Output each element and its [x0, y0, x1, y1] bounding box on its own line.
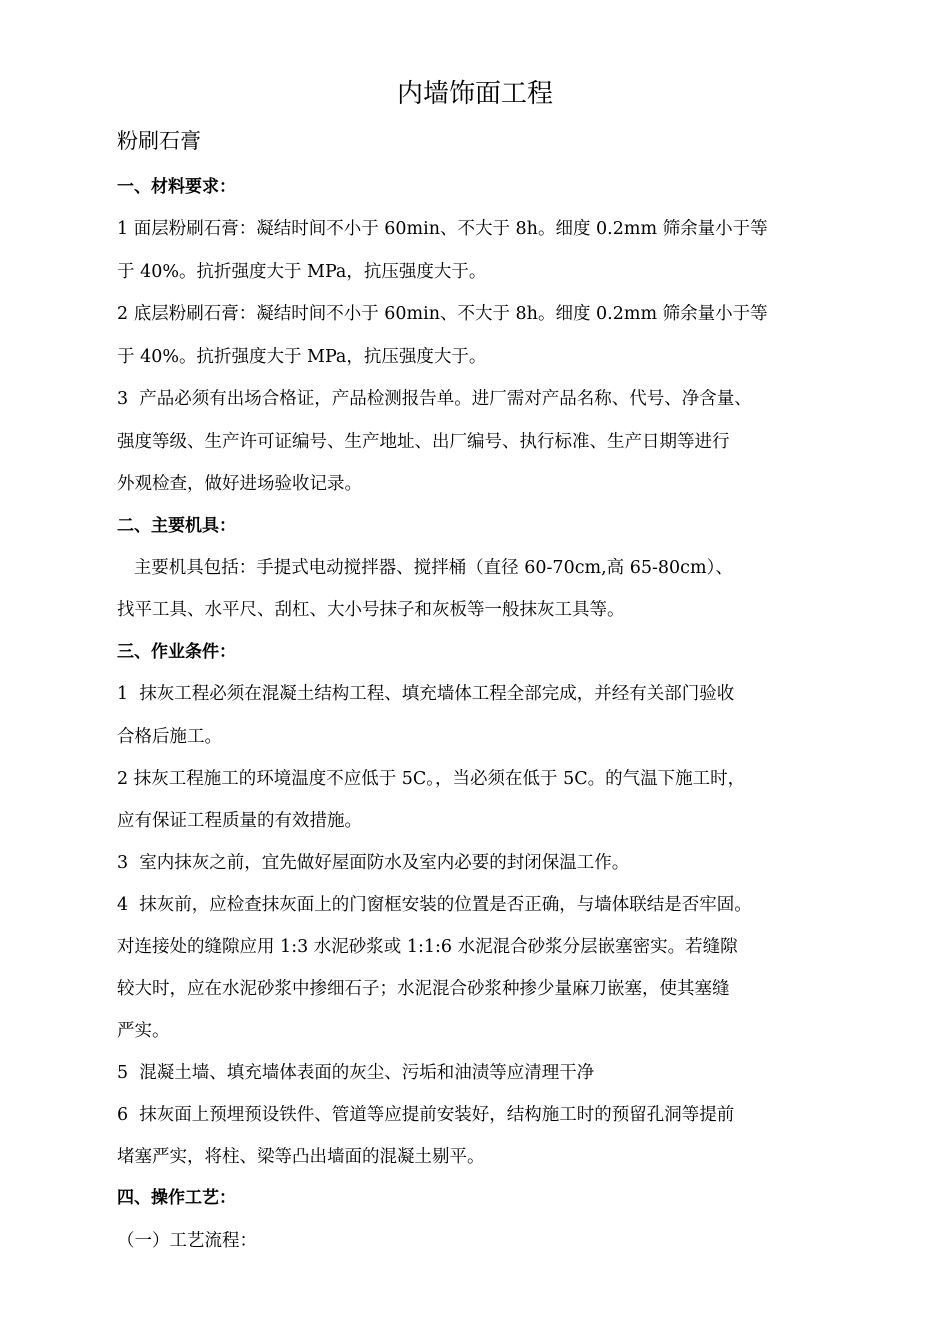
- section-title: 粉刷石膏: [117, 129, 201, 153]
- text-line: 1 抹灰工程必须在混凝土结构工程、填充墙体工程全部完成，并经有关部门验收: [117, 684, 735, 704]
- heading-tools: 二、主要机具：: [117, 516, 236, 536]
- text-line: 2 底层粉刷石膏：凝结时间不小于 60min、不大于 8h。细度 0.2mm 筛余量小于等: [117, 304, 768, 324]
- text-line: 合格后施工。: [117, 727, 222, 747]
- heading-materials: 一、材料要求：: [117, 177, 236, 197]
- text-line: 强度等级、生产许可证编号、生产地址、出厂编号、执行标准、生产日期等进行: [117, 432, 730, 452]
- text-line: 于 40%。抗折强度大于 MPa，抗压强度大于。: [117, 347, 487, 367]
- text-line: （一）工艺流程：: [117, 1231, 257, 1251]
- text-line: 主要机具包括：手提式电动搅拌器、搅拌桶（直径 60-70cm,高 65-80cm）、: [117, 558, 733, 578]
- text-line: 应有保证工程质量的有效措施。: [117, 811, 362, 831]
- text-line: 3 产品必须有出场合格证，产品检测报告单。进厂需对产品名称、代号、净含量、: [117, 389, 752, 409]
- text-line: 找平工具、水平尺、刮杠、大小号抹子和灰板等一般抹灰工具等。: [117, 600, 625, 620]
- text-line: 2 抹灰工程施工的环境温度不应低于 5C。，当必须在低于 5C。的气温下施工时，: [117, 769, 746, 789]
- text-line: 外观检查，做好进场验收记录。: [117, 474, 362, 494]
- text-line: 较大时，应在水泥砂浆中掺细石子；水泥混合砂浆种掺少量麻刀嵌塞，使其塞缝: [117, 979, 730, 999]
- heading-conditions: 三、作业条件：: [117, 642, 236, 662]
- page-title: 内墙饰面工程: [396, 79, 553, 109]
- text-line: 4 抹灰前，应检查抹灰面上的门窗框安装的位置是否正确，与墙体联结是否牢固。: [117, 895, 752, 915]
- text-line: 1 面层粉刷石膏：凝结时间不小于 60min、不大于 8h。细度 0.2mm 筛余量小于等: [117, 219, 768, 239]
- text-line: 严实。: [117, 1021, 170, 1041]
- text-line: 6 抹灰面上预埋预设铁件、管道等应提前安装好，结构施工时的预留孔洞等提前: [117, 1105, 735, 1125]
- text-line: 堵塞严实，将柱、梁等凸出墙面的混凝土剔平。: [117, 1147, 485, 1167]
- text-line: 3 室内抹灰之前，宜先做好屋面防水及室内必要的封闭保温工作。: [117, 853, 630, 873]
- text-line: 对连接处的缝隙应用 1:3 水泥砂浆或 1:1:6 水泥混合砂浆分层嵌塞密实。若缝隙: [117, 937, 738, 957]
- heading-process: 四、操作工艺：: [117, 1188, 236, 1208]
- text-line: 5 混凝土墙、填充墙体表面的灰尘、污垢和油渍等应清理干净: [117, 1063, 595, 1083]
- text-line: 于 40%。抗折强度大于 MPa，抗压强度大于。: [117, 262, 487, 282]
